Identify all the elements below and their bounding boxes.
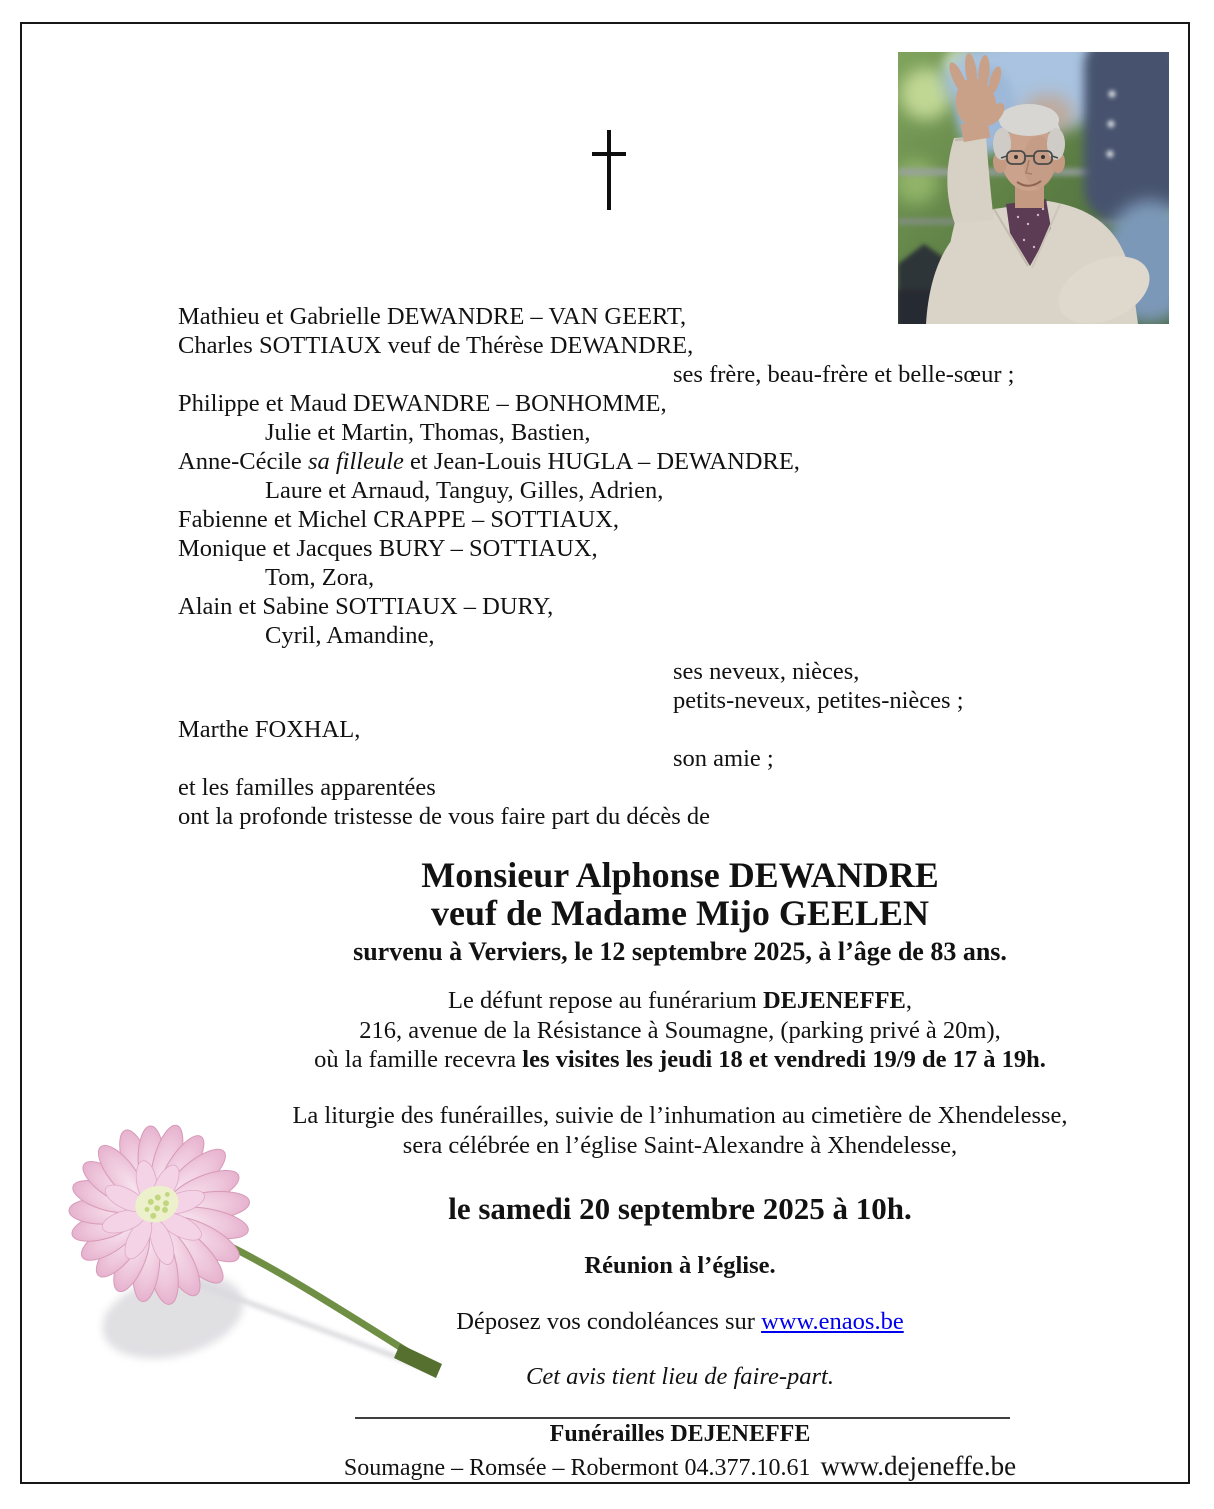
announcement-line: ont la profonde tristesse de vous faire part du décès de <box>178 803 711 830</box>
visits-line <box>170 1045 1190 1075</box>
meeting-line: Réunion à l’église. <box>584 1252 776 1279</box>
portrait-photo-svg <box>898 52 1169 324</box>
cross-vertical-bar <box>607 130 611 210</box>
family-line <box>178 447 1014 476</box>
relation-line: ses frère, beau-frère et belle-sœur ; <box>673 361 1015 388</box>
deceased-widower-line: veuf de Madame Mijo GEELEN <box>431 893 929 933</box>
family-line-children: Tom, Zora, <box>265 564 375 591</box>
flower-svg <box>48 1098 448 1393</box>
footer-contact-line <box>170 1451 1190 1483</box>
repose-line1 <box>170 986 1190 1016</box>
liturgy-line2: sera célébrée en l’église Saint-Alexandre à Xhendelesse, <box>402 1131 958 1159</box>
condolences-text: Déposez vos condoléances sur <box>456 1308 762 1335</box>
funeral-home-company: Funérailles DEJENEFFE <box>549 1421 811 1447</box>
portrait-photo <box>898 52 1169 324</box>
footer-locations: Soumagne – Romsée – Robermont 04.377.10.61 <box>343 1455 811 1481</box>
liturgy-line1: La liturgie des funérailles, suivie de l’inhumation au cimetière de Xhendelesse, <box>292 1102 1068 1129</box>
enaos-link[interactable]: www.enaos.be <box>761 1308 904 1335</box>
visits-schedule: les visites les jeudi 18 et vendredi 19/9 de 17 à 19h. <box>522 1046 1046 1073</box>
ceremony-date-line: le samedi 20 septembre 2025 à 10h. <box>448 1191 912 1226</box>
deceased-name: Monsieur Alphonse DEWANDRE <box>421 855 939 895</box>
funeral-home-name: DEJENEFFE <box>762 987 906 1014</box>
repose-block <box>170 986 1190 1075</box>
family-line-text: Anne-Cécile <box>178 448 308 475</box>
family-line-children: Julie et Martin, Thomas, Bastien, <box>265 419 591 446</box>
family-names-list <box>178 302 1014 831</box>
family-line-text: et Jean-Louis HUGLA – DEWANDRE, <box>403 448 800 475</box>
family-line: Philippe et Maud DEWANDRE – BONHOMME, <box>178 390 667 417</box>
flower-image <box>48 1098 448 1393</box>
relation-line: ses neveux, nièces, <box>673 658 860 685</box>
death-details-line: survenu à Verviers, le 12 septembre 2025, à l’âge de 83 ans. <box>353 937 1007 966</box>
family-line: et les familles apparentées <box>178 774 436 801</box>
repose-line1-text: Le défunt repose au funérarium <box>447 987 763 1014</box>
notice-line: Cet avis tient lieu de faire-part. <box>525 1363 834 1390</box>
footer-website: www.dejeneffe.be <box>820 1451 1017 1481</box>
repose-address-line: 216, avenue de la Résistance à Soumagne, (parking privé à 20m), <box>359 1016 1001 1044</box>
family-line: Fabienne et Michel CRAPPE – SOTTIAUX, <box>178 506 619 533</box>
footer-divider <box>355 1417 1010 1419</box>
family-line: Marthe FOXHAL, <box>178 716 361 743</box>
family-line-children: Cyril, Amandine, <box>265 622 435 649</box>
visits-line-text: où la famille recevra <box>314 1046 523 1073</box>
cross-icon <box>592 130 626 210</box>
footer-block <box>170 1421 1190 1483</box>
relation-line: son amie ; <box>673 745 774 772</box>
family-line: Charles SOTTIAUX veuf de Thérèse DEWANDRE, <box>178 332 694 359</box>
deceased-title <box>170 856 1190 932</box>
relation-line: petits-neveux, petites-nièces ; <box>673 687 964 714</box>
family-line: Monique et Jacques BURY – SOTTIAUX, <box>178 535 598 562</box>
family-line-children: Laure et Arnaud, Tanguy, Gilles, Adrien, <box>265 477 664 504</box>
family-line-italic: sa filleule <box>307 448 404 475</box>
flower-head <box>48 1100 275 1329</box>
cross-horizontal-bar <box>592 152 626 156</box>
family-line: Alain et Sabine SOTTIAUX – DURY, <box>178 593 554 620</box>
repose-line1-comma: , <box>905 987 913 1014</box>
family-line: Mathieu et Gabrielle DEWANDRE – VAN GEERT, <box>178 303 687 330</box>
